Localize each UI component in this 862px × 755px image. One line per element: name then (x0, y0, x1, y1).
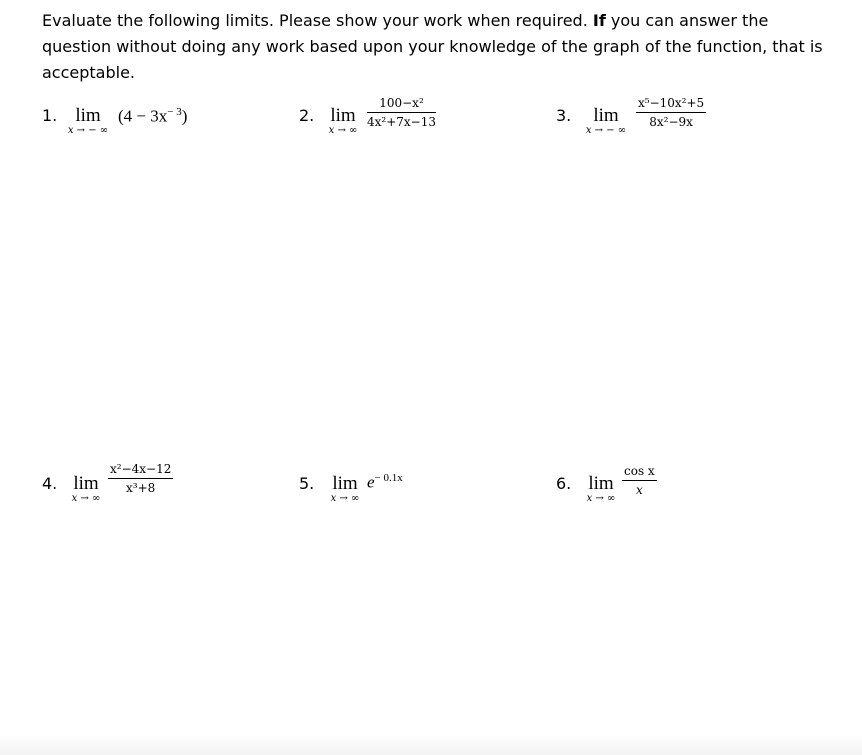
denominator: x³+8 (126, 481, 156, 495)
expr-base: e (367, 472, 375, 492)
problem-3 (556, 96, 756, 146)
problem-5 (299, 466, 499, 511)
lim-word: lim (75, 105, 101, 126)
lim-approach: x → ∞ (586, 493, 616, 504)
instructions-text-2: you can answer the question without doing any work based upon your knowledge of the graph of the function, that is acceptable. (42, 11, 823, 82)
problem-number: 2. (299, 106, 315, 125)
problem-1 (42, 106, 242, 146)
page-bottom-edge (0, 735, 862, 755)
lim-word: lim (332, 473, 358, 494)
instructions-bold-if: If (592, 11, 606, 30)
denominator: 4x²+7x−13 (367, 115, 436, 129)
limit-operator (578, 474, 624, 505)
lim-approach: x → − ∞ (67, 125, 109, 136)
numerator: 100−x² (367, 96, 436, 113)
lim-approach: x → ∞ (330, 493, 360, 504)
problem-number: 3. (556, 106, 572, 125)
problem-2 (299, 96, 499, 146)
expr-close: ) (181, 106, 188, 126)
lim-word: lim (73, 473, 99, 494)
lim-approach: x → ∞ (328, 125, 358, 136)
denominator: 8x²−9x (649, 115, 693, 129)
problem-number: 1. (42, 106, 58, 125)
numerator: x⁵−10x²+5 (636, 96, 706, 113)
limit-operator (64, 474, 108, 505)
expr-exponent: − 0.1x (374, 472, 403, 484)
instructions-text-1: Evaluate the following limits. Please show your work when required. (42, 11, 593, 30)
fraction (108, 462, 173, 495)
problem-6 (556, 464, 756, 512)
fraction (636, 96, 706, 129)
limit-operator (578, 106, 634, 137)
lim-word: lim (330, 105, 356, 126)
limit-operator (321, 106, 365, 137)
problem-number: 6. (556, 474, 572, 493)
lim-word: lim (588, 473, 614, 494)
instructions (42, 8, 832, 86)
expr-exponent: − 3 (167, 106, 182, 118)
problem-4 (42, 462, 242, 512)
limit-operator (323, 474, 367, 505)
numerator: cos x (622, 464, 657, 481)
limit-expression (118, 106, 187, 127)
lim-approach: x → − ∞ (585, 125, 627, 136)
fraction (622, 464, 657, 497)
expr-base: (4 − 3x (118, 106, 168, 126)
denominator: x (635, 483, 643, 497)
lim-approach: x → ∞ (71, 493, 101, 504)
problem-number: 4. (42, 474, 58, 493)
limit-expression (367, 472, 403, 493)
limit-operator (66, 106, 110, 137)
lim-word: lim (593, 105, 619, 126)
numerator: x²−4x−12 (108, 462, 173, 479)
fraction (367, 96, 436, 129)
problem-number: 5. (299, 474, 315, 493)
